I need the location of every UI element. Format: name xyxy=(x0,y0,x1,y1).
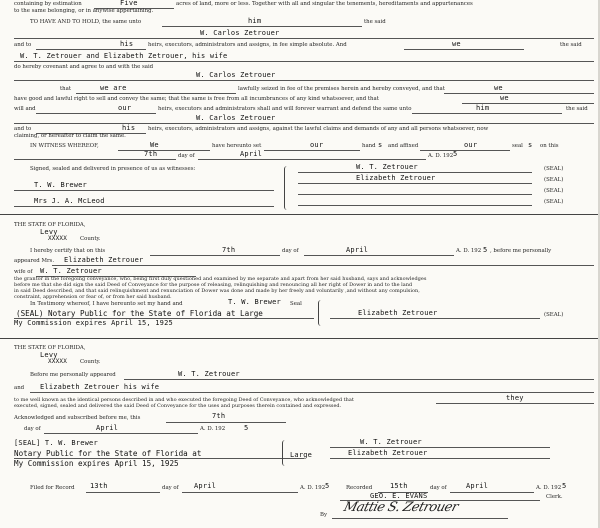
seal-s: s xyxy=(528,141,533,149)
ack1-p2: before me that she did sign the said Deed of Conveyance for the purpose of releasing, relinquishing and renouncing all her right of Dower in and to the land xyxy=(14,282,413,288)
we-value: we xyxy=(452,40,461,48)
ack1-brace xyxy=(318,300,324,326)
ack1-notary-sig: T. W. Brewer xyxy=(228,298,281,306)
ack2-signer-1: W. T. Zetrouer xyxy=(360,438,422,446)
heirs-text-2: heirs, executors and administrators shall and will forever warrant and defend the same unto xyxy=(158,106,412,112)
witness-label: IN WITNESS WHEREOF, xyxy=(30,143,99,149)
will-and-label: will and xyxy=(14,106,36,112)
witness-1: T. W. Brewer xyxy=(34,181,87,189)
filed-day-of: day of xyxy=(162,485,179,491)
ack1-p3: in said Deed described, and that said relinquishment and renunciation of Dower was done and made by her freely and voluntarily ,and without any compulsion, xyxy=(14,288,420,294)
said-label: the said xyxy=(364,19,386,25)
seal-2: (SEAL) xyxy=(544,177,564,183)
ack1-before-text: , before me personally xyxy=(490,248,552,254)
ack2-notary-line: Notary Public for the State of Florida at xyxy=(14,449,202,458)
seal-3: (SEAL) xyxy=(544,188,564,194)
ack1-day-of: day of xyxy=(282,248,299,254)
ack1-month: April xyxy=(346,246,369,254)
estimation-label: containing by estimation xyxy=(14,1,82,7)
ack1-name: Elizabeth Zetrouer xyxy=(64,256,144,264)
we-are-value: we are xyxy=(100,84,127,92)
acres-value: Five xyxy=(120,0,138,7)
hand-text: hand xyxy=(362,143,376,149)
we-value-2: we xyxy=(494,84,503,92)
witness-2: Mrs J. A. McLeod xyxy=(34,197,105,205)
ack2-brace xyxy=(282,440,288,466)
ack1-state: THE STATE OF FLORIDA, xyxy=(14,222,86,228)
right-text: have good and lawful right to sell and convey the same; that the same is free from all incumbrances of any kind whatsoever, and that xyxy=(14,96,379,102)
recorded-month: April xyxy=(466,482,489,490)
ack1-ad: A. D. 192 xyxy=(456,248,482,254)
signer-2: Elizabeth Zetrouer xyxy=(356,174,436,182)
witness-month: April xyxy=(240,150,263,158)
ack2-ack-text: Acknowledged and subscribed before me, this xyxy=(14,415,141,421)
section-divider-1 xyxy=(0,214,600,215)
clerk-name: GEO. E. EVANS xyxy=(370,492,428,500)
ack1-seal-word: Seal xyxy=(290,301,302,307)
his-value: his xyxy=(120,40,134,48)
witness-brace xyxy=(284,166,290,210)
we-value-3: we xyxy=(500,94,509,102)
party-pronoun: him xyxy=(248,17,262,25)
witness-day-of: day of xyxy=(178,153,195,159)
claims-text: heirs, executors, administrators and assigns, against the lawful claims and demands of any and all persons whatsoever, now xyxy=(148,126,489,132)
him-value-2: him xyxy=(476,104,490,112)
appertaining-text: to the same belonging, or in anywise appertaining. xyxy=(14,8,154,14)
witness-we: We xyxy=(150,141,159,149)
recorded-year: 5 xyxy=(562,482,567,490)
ack2-name-2: Elizabeth Zetrouer his wife xyxy=(40,383,160,391)
ack2-name-1: W. T. Zetrouer xyxy=(178,370,240,378)
acres-text: acres of land, more or less. Together with all and singular the tenements, hereditaments and appurtenances xyxy=(176,1,473,7)
ack1-p1: the grantor in the foregoing conveyance, who, being first duly questioned and examined by me separate and apart from her said husband, says and acknowledges xyxy=(14,276,427,282)
by-label: By xyxy=(320,512,328,518)
ack2-day-of: day of xyxy=(24,426,41,432)
and-to-label: and to xyxy=(14,42,32,48)
ack1-signer: Elizabeth Zetrouer xyxy=(358,309,438,317)
lawfully-text: lawfully seized in fee of the premises herein and hereby conveyed, and that xyxy=(238,86,445,92)
witness-day: 7th xyxy=(144,150,158,158)
ack1-seal: (SEAL) xyxy=(544,312,564,318)
habendum-label: TO HAVE AND TO HOLD, the same unto xyxy=(30,19,142,25)
filed-year: 5 xyxy=(325,482,330,490)
deputy-signature: Mattie S. Zetrouer xyxy=(341,500,460,515)
ack2-state: THE STATE OF FLORIDA, xyxy=(14,345,86,351)
seal-4: (SEAL) xyxy=(544,199,564,205)
hand-s: s xyxy=(378,141,383,149)
ack2-county-struck: XXXXX xyxy=(48,358,68,365)
signer-1: W. T. Zetrouer xyxy=(356,163,418,171)
section-divider-2 xyxy=(0,338,600,339)
recorded-day: 15th xyxy=(390,482,408,490)
filed-ad: A. D. 192 xyxy=(300,485,326,491)
ack1-day: 7th xyxy=(222,246,236,254)
grantee-name: W. Carlos Zetrouer xyxy=(200,29,280,37)
ack1-p4: constraint, apprehension or fear of, or from her said husband. xyxy=(14,294,172,300)
clerk-label: Clerk. xyxy=(546,494,563,500)
have-text: have hereunto set xyxy=(212,143,262,149)
grantee-name-2: W. Carlos Zetrouer xyxy=(196,71,276,79)
ack1-appeared: appeared Mrs. xyxy=(14,258,55,264)
witness-our-2: our xyxy=(464,141,478,149)
ack1-testimony: In Testimony whereof, I have hereunto set my hand and xyxy=(30,301,183,307)
ack1-county-typed: Levy xyxy=(40,228,58,236)
ack2-known-text: to me well known as the identical persons described in and who executed the foregoing Deed of Conveyance, who acknowledged that xyxy=(14,397,354,403)
claims-text-2: claiming, or hereafter to claim the same. xyxy=(14,133,126,139)
witness-year: 5 xyxy=(453,150,458,158)
filed-day: 13th xyxy=(90,482,108,490)
ack1-notary-line: (SEAL) Notary Public for the State of Florida at Large xyxy=(16,309,263,318)
ack1-county-label: County. xyxy=(80,236,101,242)
grantee-name-3: W. Carlos Zetrouer xyxy=(196,114,276,122)
witness-our: our xyxy=(310,141,324,149)
ack1-wife-of: wife of xyxy=(14,269,33,275)
ack2-year: 5 xyxy=(244,424,249,432)
ack2-executed-text: executed, signed, sealed and delivered the said Deed of Conveyance for the uses and purposes therein contained and expressed. xyxy=(14,403,342,409)
ack2-day: 7th xyxy=(212,412,226,420)
our-value: our xyxy=(118,104,132,112)
heirs-text: heirs, executors, administrators and assigns, in fee simple absolute. And xyxy=(148,42,347,48)
ack2-before-text: Before me personally appeared xyxy=(30,372,116,378)
recorded-label: Recorded xyxy=(346,485,373,491)
ack1-year: 5 xyxy=(483,246,488,254)
and-to-label-2: and to xyxy=(14,126,32,132)
ack1-certify-text: I hereby certify that on this xyxy=(30,248,106,254)
signed-text: Signed, sealed and delivered in presence of us as witnesses: xyxy=(30,166,196,172)
seal-1: (SEAL) xyxy=(544,166,564,172)
affixed-text: and affixed xyxy=(388,143,419,149)
his-value-2: his xyxy=(122,124,136,132)
grantors-names: W. T. Zetrouer and Elizabeth Zetrouer, his wife xyxy=(20,52,228,60)
recorded-ad: A. D. 192 xyxy=(536,485,562,491)
ack2-large: Large xyxy=(290,451,313,459)
ack2-county-typed: Levy xyxy=(40,351,58,359)
filed-month: April xyxy=(194,482,217,490)
ack1-husband: W. T. Zetrouer xyxy=(40,267,102,275)
said-label-2: the said xyxy=(566,106,588,112)
ack2-commission: My Commission expires April 15, 1925 xyxy=(14,459,179,468)
that-label: that xyxy=(60,86,72,92)
ack2-they: they xyxy=(506,394,524,402)
recorded-day-of: day of xyxy=(430,485,447,491)
ack2-month: April xyxy=(96,424,119,432)
ack2-county-label: County. xyxy=(80,359,101,365)
on-this-text: on this xyxy=(540,143,559,149)
ack2-notary-sig: [SEAL] T. W. Brewer xyxy=(14,439,98,447)
ack2-signer-2: Elizabeth Zetrouer xyxy=(348,449,428,457)
the-said-label: the said xyxy=(560,42,582,48)
ack1-county-struck: XXXXX xyxy=(48,235,68,242)
seal-text: seal xyxy=(512,143,523,149)
ack1-commission: My Commission expires April 15, 1925 xyxy=(14,319,173,327)
ack2-and: and xyxy=(14,385,25,391)
witness-ad: A. D. 192 xyxy=(428,153,454,159)
covenant-text: do hereby covenant and agree to and with the said xyxy=(14,64,154,70)
filed-label: Filed for Record xyxy=(30,485,75,491)
ack2-ad: A. D. 192 xyxy=(200,426,226,432)
